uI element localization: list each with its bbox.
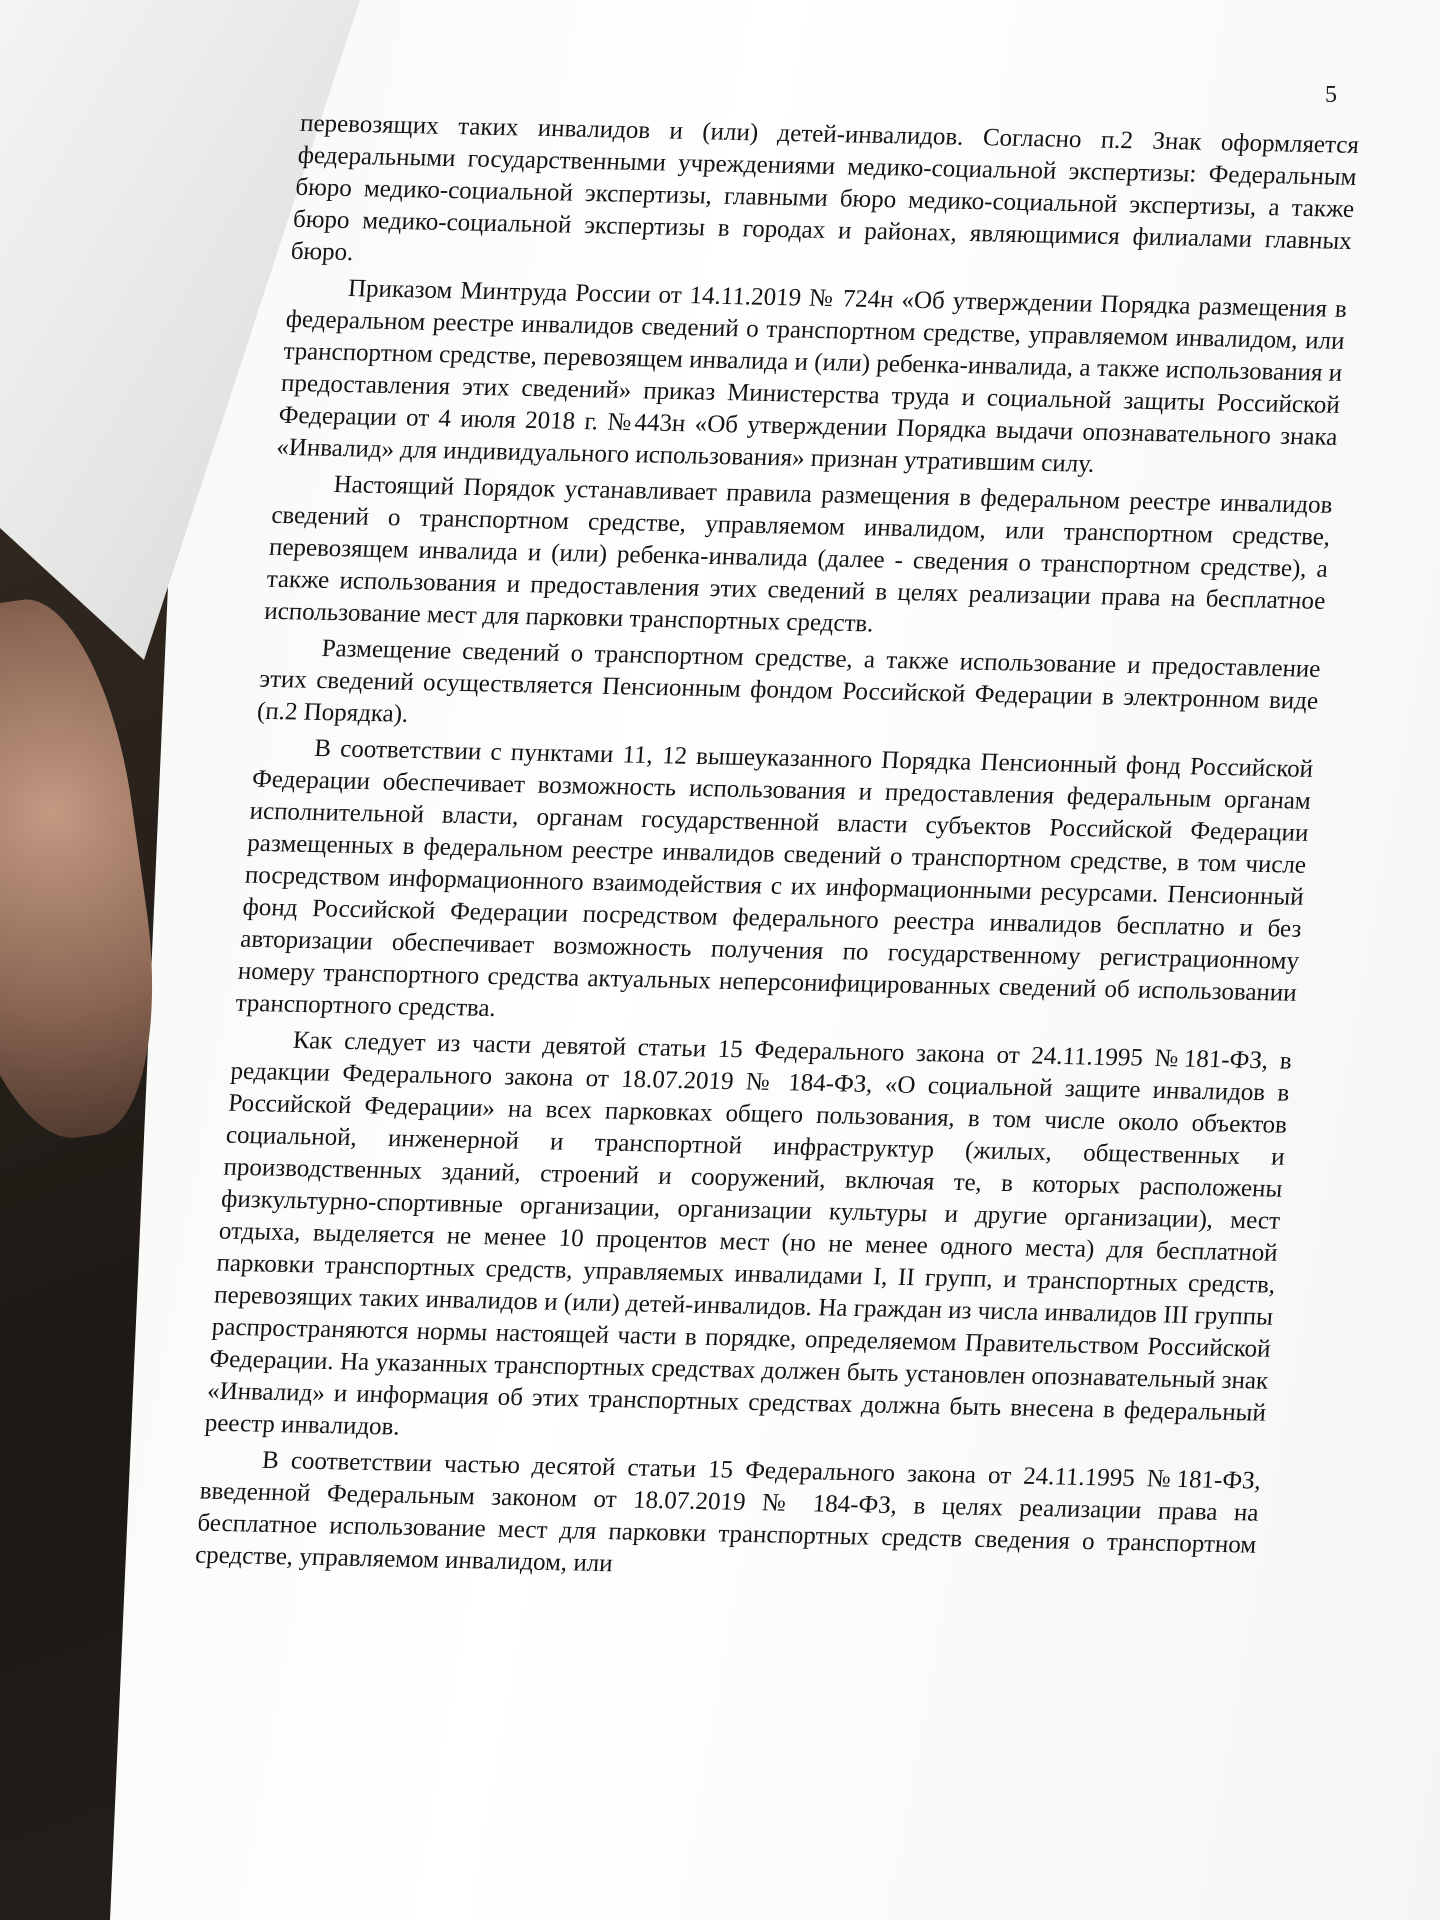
paragraph-7: В соответствии частью десятой статьи 15 Федерального закона от 24.11.1995 №181-ФЗ, введенной Федеральным законом от 18.07.2019 № 184-ФЗ, в целях реализации права на бесплатное использование мест для парковки транспортных средств сведения о транспортном средстве, управляемом инвалидом, или (194, 1446, 1262, 1578)
paragraph-6: Как следует из части девятой статьи 15 Федерального закона от 24.11.1995 №181-ФЗ, в редакции Федерального закона от 18.07.2019 № 184-ФЗ, «О социальной защите инвалидов в Российской Федерации» на всех парковках общего пользования, в том числе около объектов социальной, инженерной и транспортной инфраструктур (жилых, общественных и производственных зданий, строений и сооружений, включая те, в которых расположены физкультурно-спортивные организации, организации культуры и другие организации), мест отдыха, выделяется не менее 10 процентов мест (но не менее одного места) для бесплатной парковки транспортных средств, управляемых инвалидами I, II групп, и транспортных средств, перевозящих таких инвалидов и (или) детей-инвалидов. На граждан из числа инвалидов III группы распространяются нормы настоящей части в порядке, определяемом Правительством Российской Федерации. На указанных транспортных средствах должен быть установлен опознавательный знак «Инвалид» и информация об этих транспортных средствах должна быть внесена в федеральный реестр инвалидов. (203, 1026, 1293, 1441)
paragraph-5: В соответствии с пунктами 11, 12 вышеуказанного Порядка Пенсионный фонд Российской Федерации обеспечивает возможность использования и предоставления федеральным органам исполнительной власти, органам государственной власти субъектов Российской Федерации размещенных в федеральном реестре инвалидов сведений о транспортном средстве, в том числе посредством информационного взаимодействия с их информационными ресурсами. Пенсионный фонд Российской Федерации посредством федерального реестра инвалидов бесплатно и без авторизации обеспечивает возможность получения по государственному регистрационному номеру транспортного средства актуальных неперсонифицированных сведений об использовании транспортного средства. (234, 734, 1315, 1023)
paragraph-4: Размещение сведений о транспортном средстве, а также использование и предоставление этих сведений осуществляется Пенсионным фондом Российской Федерации в электронном виде (п.2 Порядка). (256, 634, 1322, 728)
document-body (194, 108, 1360, 1598)
paragraph-2: Приказом Минтруда России от 14.11.2019 № 724н «Об утверждении Порядка размещения в федеральном реестре инвалидов сведений о транспортном средстве, управляемом инвалидом, или транспортном средстве, перевозящем инвалида и (или) ребенка-инвалида, а также использования и предоставления этих сведений» приказ Министерства труда и социальной защиты Российской Федерации от 4 июля 2018 г. №443н «Об утверждении Порядка выдачи опознавательного знака «Инвалид» для индивидуального использования» признан утратившим силу. (275, 275, 1348, 478)
paragraph-3: Настоящий Порядок устанавливает правила размещения в федеральном реестре инвалидов сведений о транспортном средстве, управляемом инвалидом, или транспортном средстве, перевозящем инвалида и (или) ребенка-инвалида (далее - сведения о транспортном средстве), а также использования и предоставления этих сведений в целях реализации права на бесплатное использование мест для парковки транспортных средств. (263, 470, 1334, 638)
page-number: 5 (1325, 82, 1337, 108)
paragraph-1: перевозящих таких инвалидов и (или) детей-инвалидов. Согласно п.2 Знак оформляется федеральными государственными учреждениями медико-социальной экспертизы: Федеральным бюро медико-социальной экспертизы, главными бюро медико-социальной экспертизы, а также бюро медико-социальной экспертизы в городах и районах, являющимися филиалами главных бюро. (289, 109, 1360, 267)
